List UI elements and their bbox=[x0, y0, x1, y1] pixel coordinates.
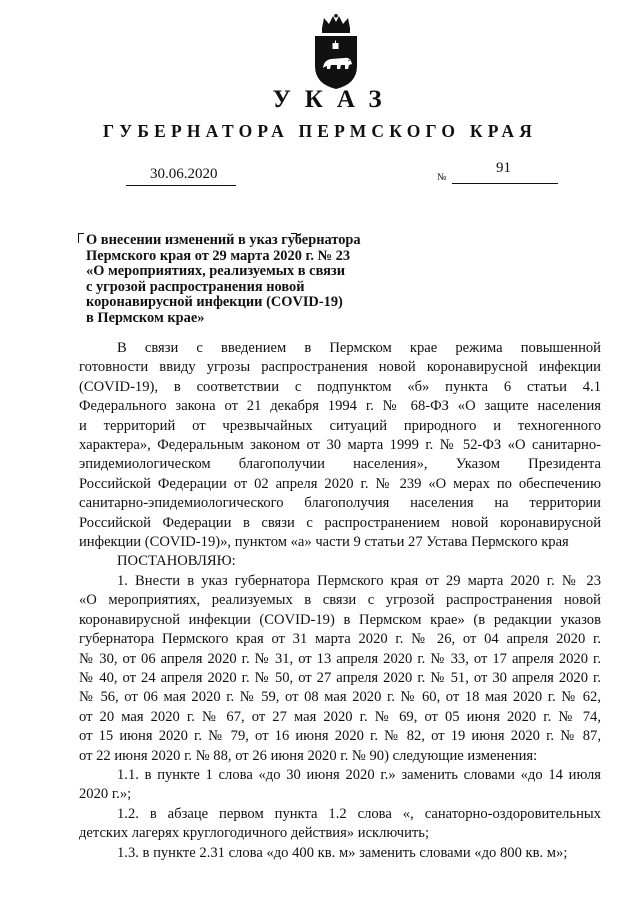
heading-line: О внесении изменений в указ губернатора bbox=[86, 232, 361, 248]
body-line: Российской Федерации в связи с распространением новой коронавирусной bbox=[79, 514, 601, 531]
body-line: от 22 июня 2020 г. № 88, от 26 июня 2020 г. № 90) следующие изменения: bbox=[79, 747, 538, 764]
body-line: губернатора Пермского края от 31 марта 2020 г. № 26, от 04 апреля 2020 г. bbox=[79, 631, 601, 648]
heading-line: «О мероприятиях, реализуемых в связи bbox=[86, 263, 346, 279]
coat-of-arms-emblem bbox=[311, 14, 361, 90]
decree-heading bbox=[86, 233, 386, 326]
document-date: 30.06.2020 bbox=[150, 166, 218, 182]
body-line: № 40, от 24 апреля 2020 г. № 50, от 27 апреля 2020 г. № 51, от 30 апреля 2020 г. bbox=[79, 669, 601, 686]
body-line: № 56, от 06 мая 2020 г. № 59, от 08 мая 2020 г. № 60, от 18 мая 2020 г. № 62, bbox=[79, 689, 601, 706]
body-line: ПОСТАНОВЛЯЮ: bbox=[117, 553, 236, 570]
body-line: 1.1. в пункте 1 слова «до 30 июня 2020 г.» заменить словами «до 14 июля bbox=[117, 766, 601, 783]
number-label: № bbox=[437, 172, 447, 183]
body-line: 1. Внести в указ губернатора Пермского края от 29 марта 2020 г. № 23 bbox=[117, 572, 601, 589]
body-line: № 30, от 06 апреля 2020 г. № 31, от 13 апреля 2020 г. № 33, от 17 апреля 2020 г. bbox=[79, 650, 601, 667]
heading-bracket-left bbox=[78, 233, 84, 243]
body-line: от 20 мая 2020 г. № 67, от 27 мая 2020 г. № 69, от 05 июня 2020 г. № 74, bbox=[79, 708, 601, 725]
document-title: УКАЗ bbox=[272, 86, 396, 113]
decree-body bbox=[79, 339, 601, 863]
document-subtitle: ГУБЕРНАТОРА ПЕРМСКОГО КРАЯ bbox=[102, 121, 538, 141]
document-number: 91 bbox=[496, 160, 511, 176]
heading-line: коронавирусной инфекции (COVID-19) bbox=[86, 294, 343, 310]
body-line: Российской Федерации от 02 апреля 2020 г. № 239 «О мерах по обеспечению bbox=[79, 475, 601, 492]
body-line: 2020 г.»; bbox=[79, 786, 132, 803]
body-line: 1.3. в пункте 2.31 слова «до 400 кв. м» заменить словами «до 800 кв. м»; bbox=[117, 844, 568, 861]
body-line: В связи с введением в Пермском крае режима повышенной bbox=[117, 340, 601, 356]
body-line: от 15 июня 2020 г. № 79, от 16 июня 2020 г. № 82, от 19 июня 2020 г. № 87, bbox=[79, 728, 601, 745]
body-line: характера», Федеральным законом от 30 марта 1999 г. № 52-ФЗ «О санитарно- bbox=[79, 437, 601, 454]
body-line: готовности ввиду угрозы распространения новой коронавирусной инфекции bbox=[79, 359, 601, 376]
body-line: 1.2. в абзаце первом пункта 1.2 слова «, санаторно-оздоровительных bbox=[117, 805, 601, 822]
heading-line: в Пермском крае» bbox=[86, 309, 205, 326]
heading-line: Пермского края от 29 марта 2020 г. № 23 bbox=[86, 247, 351, 264]
body-line: эпидемиологическом благополучии населения», Указом Президента bbox=[79, 456, 601, 473]
body-line: (COVID-19), в соответствии с подпунктом «б» пункта 6 статьи 4.1 bbox=[79, 378, 601, 395]
heading-line: с угрозой распространения новой bbox=[86, 278, 305, 295]
body-line: санитарно-эпидемиологического благополучия населения на территории bbox=[79, 495, 601, 512]
body-line: Федерального закона от 21 декабря 1994 г. № 68-ФЗ «О защите населения bbox=[79, 398, 601, 415]
body-line: «О мероприятиях, реализуемых в связи с угрозой распространения новой bbox=[79, 592, 601, 609]
body-line: коронавирусной инфекции (COVID-19) в Пермском крае» (в редакции указов bbox=[79, 611, 601, 628]
body-line: и территорий от чрезвычайных ситуаций природного и техногенного bbox=[79, 417, 601, 434]
body-line: инфекции (COVID-19)», пунктом «а» части 9 статьи 27 Устава Пермского края bbox=[79, 534, 569, 551]
body-line: детских лагерях круглогодичного действия» исключить; bbox=[79, 825, 429, 842]
